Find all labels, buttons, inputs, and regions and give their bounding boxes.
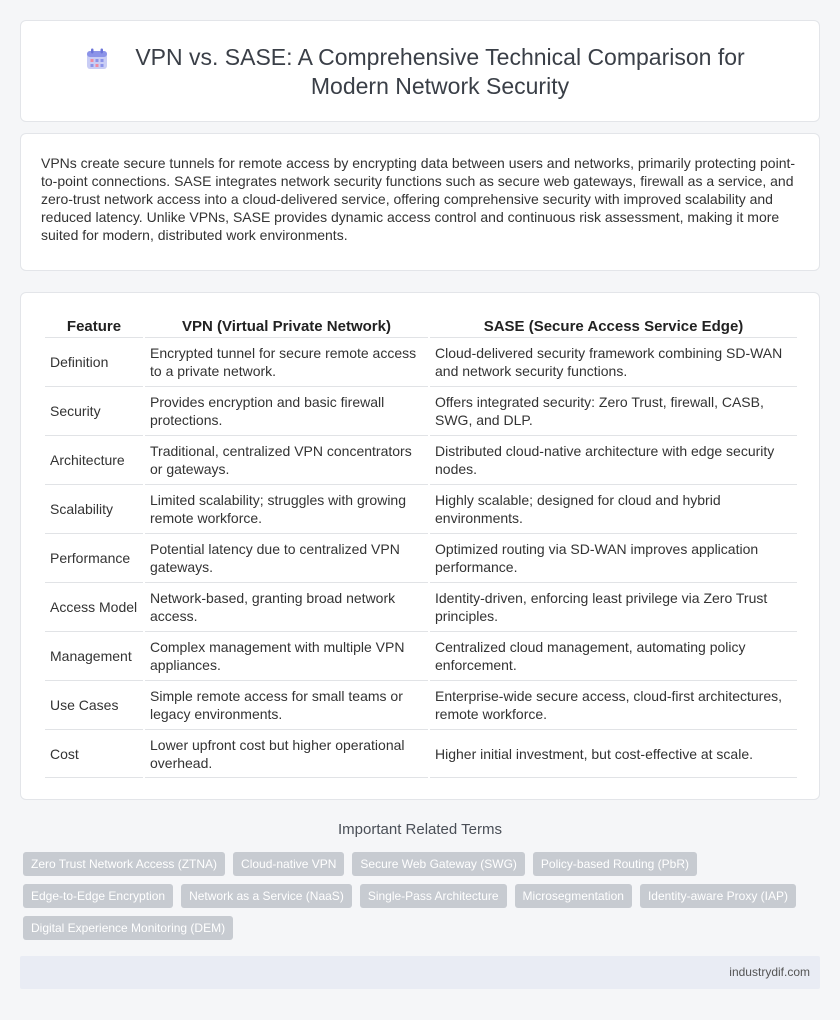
table-row [45,337,797,386]
sase-cell: Highly scalable; designed for cloud and hybrid environments. [430,484,797,533]
summary-card [20,133,820,271]
table-row [45,435,797,484]
header-feature: Feature [66,318,122,335]
title-card [20,20,820,122]
feature-cell: Use Cases [45,680,143,729]
sase-cell: Centralized cloud management, automating policy enforcement. [430,631,797,680]
feature-cell: Scalability [45,484,143,533]
comparison-table [43,315,799,778]
related-term-tag[interactable]: Edge-to-Edge Encryption [23,884,173,908]
table-row [45,582,797,631]
summary-text: VPNs create secure tunnels for remote access by encrypting data between users and networks, primarily protecting point-to-point connections. SASE integrates network security functions such as secure web gateways, firewall as a service, and zero-trust network access into a cloud-delivered service, offering comprehensive security with improved scalability and reduced latency. Unlike VPNs, SASE provides dynamic access control and continuous risk assessment, making it more suited for modern, distributed work environments. [41,155,796,243]
related-term-tag[interactable]: Zero Trust Network Access (ZTNA) [23,852,225,876]
vpn-cell: Lower upfront cost but higher operational overhead. [145,729,428,778]
vpn-cell: Traditional, centralized VPN concentrators or gateways. [145,435,428,484]
related-term-tag[interactable]: Single-Pass Architecture [360,884,507,908]
feature-cell: Definition [45,337,143,386]
related-term-tag[interactable]: Network as a Service (NaaS) [181,884,352,908]
comparison-table-card [20,292,820,800]
header-sase: SASE (Secure Access Service Edge) [483,318,744,335]
vpn-cell: Network-based, granting broad network access. [145,582,428,631]
vpn-cell: Limited scalability; struggles with growing remote workforce. [145,484,428,533]
feature-cell: Cost [45,729,143,778]
feature-cell: Access Model [45,582,143,631]
vpn-cell: Potential latency due to centralized VPN gateways. [145,533,428,582]
table-row [45,631,797,680]
table-row [45,484,797,533]
related-term-tag[interactable]: Cloud-native VPN [233,852,344,876]
vpn-cell: Complex management with multiple VPN appliances. [145,631,428,680]
page-title: VPN vs. SASE: A Comprehensive Technical Comparison for Modern Network Security [135,44,745,99]
table-row [45,680,797,729]
feature-cell: Security [45,386,143,435]
related-term-tag[interactable]: Identity-aware Proxy (IAP) [640,884,796,908]
sase-cell: Enterprise-wide secure access, cloud-first architectures, remote workforce. [430,680,797,729]
footer-site-link[interactable]: industrydif.com [729,965,810,979]
sase-cell: Offers integrated security: Zero Trust, firewall, CASB, SWG, and DLP. [430,386,797,435]
vpn-cell: Simple remote access for small teams or legacy environments. [145,680,428,729]
related-term-tag[interactable]: Digital Experience Monitoring (DEM) [23,916,233,940]
feature-cell: Architecture [45,435,143,484]
header-vpn: VPN (Virtual Private Network) [182,318,391,335]
table-row [45,729,797,778]
table-row [45,533,797,582]
feature-cell: Performance [45,533,143,582]
related-terms-heading: Important Related Terms [338,821,502,838]
table-header-row [45,315,797,337]
related-term-tag[interactable]: Policy-based Routing (PbR) [533,852,697,876]
vpn-cell: Provides encryption and basic firewall protections. [145,386,428,435]
feature-cell: Management [45,631,143,680]
related-term-tag[interactable]: Secure Web Gateway (SWG) [352,852,525,876]
related-terms-list [23,852,803,940]
sase-cell: Optimized routing via SD-WAN improves application performance. [430,533,797,582]
related-term-tag[interactable]: Microsegmentation [515,884,632,908]
table-row [45,386,797,435]
sase-cell: Identity-driven, enforcing least privilege via Zero Trust principles. [430,582,797,631]
sase-cell: Cloud-delivered security framework combining SD-WAN and network security functions. [430,337,797,386]
sase-cell: Distributed cloud-native architecture with edge security nodes. [430,435,797,484]
footer [20,956,820,989]
vpn-cell: Encrypted tunnel for secure remote access to a private network. [145,337,428,386]
sase-cell: Higher initial investment, but cost-effective at scale. [430,729,797,778]
